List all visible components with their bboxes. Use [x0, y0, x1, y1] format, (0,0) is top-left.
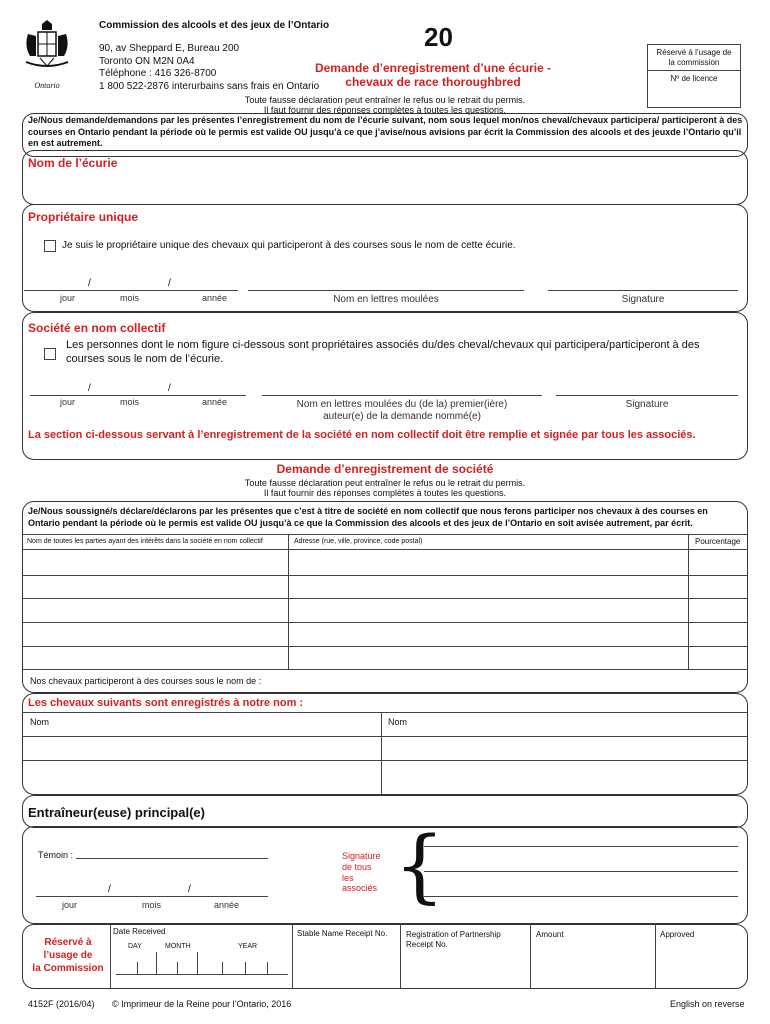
witness-date-line[interactable]	[36, 896, 268, 897]
partnership-request-warning-2: Il faut fournir des réponses complètes à toutes les questions.	[263, 488, 507, 498]
office-approved: Approved	[660, 930, 695, 939]
footer-english-link[interactable]: English on reverse	[670, 999, 745, 1009]
horses-col-divider	[381, 712, 382, 795]
partnership-date-line[interactable]	[30, 395, 246, 396]
table-col-divider-2	[688, 534, 689, 669]
sig-label-line-4: associés	[342, 883, 378, 894]
licence-label: Nº de licence	[670, 74, 718, 83]
partnership-label-annee: année	[202, 397, 228, 407]
witness-label-annee: année	[214, 900, 240, 910]
partnership-signature-label: Signature	[625, 399, 669, 410]
partners-signature-label	[342, 851, 381, 894]
horses-col-1-label: Nom	[30, 717, 50, 727]
office-reserved-1: Réservé à	[44, 937, 92, 948]
stable-name-box[interactable]	[22, 150, 748, 205]
sole-owner-date-line[interactable]	[24, 290, 238, 291]
label-mois: mois	[120, 293, 140, 303]
declaration-text: Je/Nous demande/demandons par les présentes l’enregistrement du nom de l’écurie suivant, nom sous lequel mon/nos cheval/chevaux participera/ participeront à des courses en Ontario pendant la période où le permis est valide OU jusqu’à ce que j’avise/nous avisions par écrit la Commission des alcools et des jeuxde l’Ontario qu’il en est autrement.	[28, 115, 743, 149]
table-col-divider-1	[288, 534, 289, 669]
footer-form-code: 4152F (2016/04)	[28, 999, 95, 1009]
office-amount: Amount	[536, 930, 564, 939]
partnership-name-line[interactable]	[262, 395, 542, 396]
office-tick	[137, 962, 138, 974]
office-tick	[267, 962, 268, 974]
horses-header-line	[22, 712, 748, 713]
label-jour: jour	[60, 293, 76, 303]
partnership-heading: Société en nom collectif	[28, 321, 166, 335]
witness-label-jour: jour	[62, 900, 78, 910]
sole-owner-name-line[interactable]	[248, 290, 524, 291]
horses-col-2-label: Nom	[388, 717, 408, 727]
office-divider	[110, 924, 111, 989]
partners-table-header-percent: Pourcentage	[695, 537, 741, 546]
logo-text: Ontario	[34, 81, 60, 90]
label-annee: année	[202, 293, 228, 303]
office-reserved-3: la Commission	[32, 963, 104, 974]
partnership-checkbox[interactable]	[44, 348, 56, 360]
horses-heading: Les chevaux suivants sont enregistrés à notre nom :	[28, 697, 304, 709]
witness-date-slash-2: /	[188, 884, 191, 895]
form-title-line-2: chevaux de race thoroughbred	[345, 75, 521, 89]
partners-table-header-names: Nom de toutes les parties ayant des intérêts dans la société en nom collectif	[27, 538, 263, 545]
office-month: MONTH	[165, 943, 191, 950]
office-divider	[655, 924, 656, 989]
office-day: DAY	[128, 943, 142, 950]
sig-label-line-1: Signature	[342, 851, 381, 861]
partnership-date-slash-2: /	[168, 383, 171, 394]
witness-line[interactable]	[76, 858, 268, 859]
office-year: YEAR	[238, 943, 258, 950]
table-row-line	[22, 622, 748, 623]
sole-owner-signature-label: Signature	[621, 294, 665, 305]
office-date-line[interactable]	[116, 974, 288, 975]
ontario-logo	[18, 20, 76, 90]
sole-owner-heading: Propriétaire unique	[28, 210, 139, 224]
table-row-line	[22, 669, 748, 670]
horses-row-line	[22, 760, 748, 761]
org-name: Commission des alcools et des jeux de l’Ontario	[99, 20, 330, 31]
partnership-request-warning-1: Toute fausse déclaration peut entraîner le refus ou le retrait du permis.	[244, 478, 526, 488]
office-stable-receipt: Stable Name Receipt No.	[297, 929, 388, 938]
date-slash-2: /	[168, 278, 171, 289]
header-warning-2: Il faut fournir des réponses complètes à toutes les questions.	[263, 105, 507, 115]
sole-owner-name-label: Nom en lettres moulées	[333, 294, 439, 305]
stable-name-heading: Nom de l’écurie	[28, 156, 118, 170]
sole-owner-signature-line[interactable]	[548, 290, 738, 291]
office-tick	[245, 962, 246, 974]
partners-table-header-address: Adresse (rue, ville, province, code postal)	[294, 538, 423, 545]
office-date-received: Date Received	[113, 927, 166, 936]
trainer-heading: Entraîneur(euse) principal(e)	[28, 805, 205, 820]
table-row-line	[22, 549, 748, 550]
witness-date-slash-1: /	[108, 884, 111, 895]
horses-racing-name-line: Nos chevaux participeront à des courses sous le nom de :	[30, 676, 262, 686]
office-reserved-2: l’usage de	[43, 950, 93, 961]
office-tick	[197, 952, 198, 974]
table-row-line	[22, 646, 748, 647]
form-number: 20	[424, 22, 453, 52]
partnership-checkbox-label-2: courses sous le nom de l’écurie.	[66, 353, 224, 365]
office-divider	[292, 924, 293, 989]
witness-label: Témoin :	[38, 850, 74, 860]
office-partnership-receipt-2: Receipt No.	[406, 940, 448, 949]
sole-owner-checkbox[interactable]	[44, 240, 56, 252]
reserved-label: Réservé à l’usage de la commission	[648, 45, 740, 71]
date-slash-1: /	[88, 278, 91, 289]
table-top-border	[22, 534, 748, 535]
partnership-name-label-2: auteur(e) de la demande nommé(e)	[323, 411, 481, 422]
office-reserved-label	[26, 936, 110, 975]
witness-label-mois: mois	[142, 900, 162, 910]
header-warning-1: Toute fausse déclaration peut entraîner le refus ou le retrait du permis.	[244, 95, 526, 105]
office-tick	[156, 952, 157, 974]
coat-of-arms-icon	[18, 20, 76, 76]
sole-owner-checkbox-label: Je suis le propriétaire unique des chevaux qui participeront à des courses sous le nom de cette écurie.	[62, 240, 516, 251]
partnership-red-notice: La section ci-dessous servant à l’enregistrement de la société en nom collectif doit être remplie et signée par tous les associés.	[28, 429, 696, 441]
brace-icon: {	[394, 819, 445, 912]
partnership-label-mois: mois	[120, 397, 140, 407]
form-title-line-1: Demande d’enregistrement d’une écurie -	[314, 61, 552, 75]
office-partnership-receipt-1: Registration of Partnership	[406, 930, 501, 939]
address-line-1: 90, av Sheppard E, Bureau 200	[99, 43, 240, 54]
witness-box	[22, 819, 748, 924]
partnership-label-jour: jour	[60, 397, 76, 407]
table-row-line	[22, 575, 748, 576]
partnership-request-box	[22, 501, 748, 693]
office-divider	[400, 924, 401, 989]
reserved-box	[647, 44, 741, 108]
office-tick	[177, 962, 178, 974]
partner-signature-line[interactable]	[424, 896, 738, 897]
office-divider	[530, 924, 531, 989]
partner-signature-line[interactable]	[424, 871, 738, 872]
sig-label-line-3: les	[342, 872, 354, 883]
footer-copyright: © Imprimeur de la Reine pour l’Ontario, 2016	[112, 999, 292, 1009]
partner-signature-line[interactable]	[424, 846, 738, 847]
partnership-checkbox-label-1: Les personnes dont le nom figure ci-dessous sont propriétaires associés du/des cheval/chevaux qui participera/participeront à des	[66, 339, 700, 351]
table-row-line	[22, 598, 748, 599]
office-tick	[222, 962, 223, 974]
partnership-request-title: Demande d’enregistrement de société	[276, 462, 494, 476]
horses-row-line	[22, 736, 748, 737]
phone: Téléphone : 416 326-8700	[99, 68, 217, 79]
tollfree: 1 800 522-2876 interurbains sans frais en Ontario	[99, 81, 320, 92]
partnership-name-label-1: Nom en lettres moulées du (de la) premier(ière)	[296, 399, 508, 410]
address-line-2: Toronto ON M2N 0A4	[99, 56, 195, 67]
partnership-date-slash-1: /	[88, 383, 91, 394]
sig-label-line-2: de tous	[342, 861, 372, 872]
partnership-signature-line[interactable]	[556, 395, 738, 396]
partnership-request-declaration: Je/Nous soussigné/s déclare/déclarons par les présentes que c’est à titre de société en nom collectif que nous ferons participer nos chevaux à des courses en Ontario pendant la période où le permis est valide OU jusqu’à ce que la Commission des alcools et des jeux de l’Ontario en soit avisée autrement, par écrit.	[28, 506, 708, 528]
